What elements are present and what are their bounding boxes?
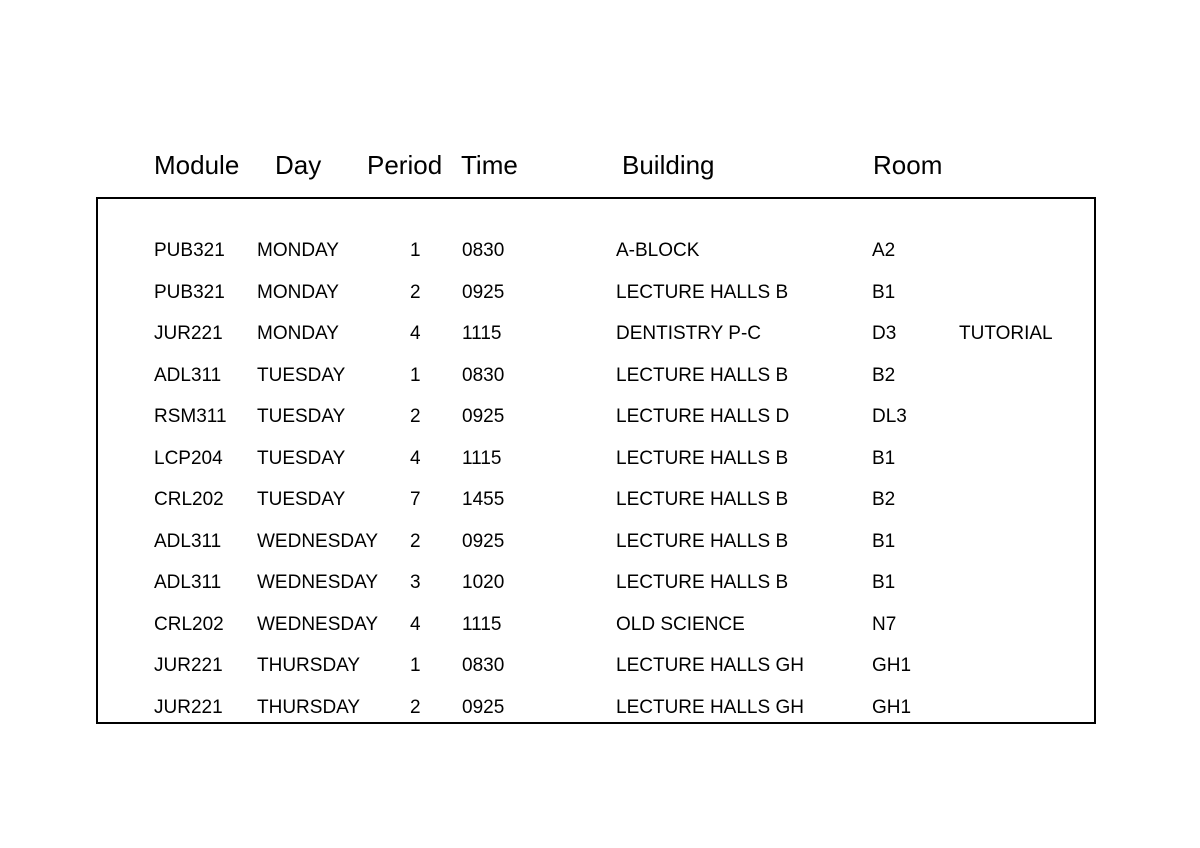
table-row (0, 651, 1200, 681)
cell-time: 1115 (462, 613, 502, 635)
cell-time: 0830 (462, 364, 505, 386)
table-row (0, 444, 1200, 474)
cell-day: THURSDAY (257, 655, 361, 676)
cell-module: JUR221 (154, 655, 223, 676)
cell-time: 1115 (462, 447, 502, 469)
cell-room: B2 (872, 364, 896, 386)
cell-building: DENTISTRY P-C (616, 323, 761, 344)
table-row (0, 361, 1200, 391)
cell-day: TUESDAY (257, 364, 346, 386)
cell-module: JUR221 (154, 323, 223, 344)
header-room: Room (873, 150, 943, 180)
cell-room: GH1 (872, 655, 912, 676)
cell-module: ADL311 (154, 572, 222, 593)
cell-room: A2 (872, 240, 896, 261)
cell-room: B1 (872, 281, 896, 303)
cell-day: WEDNESDAY (257, 572, 379, 593)
cell-building: LECTURE HALLS GH (616, 696, 804, 718)
cell-period: 4 (410, 447, 421, 469)
header-building: Building (622, 150, 715, 180)
cell-building: LECTURE HALLS B (616, 489, 789, 510)
column-header-row (0, 147, 1200, 187)
cell-module: RSM311 (154, 406, 227, 427)
cell-time: 1455 (462, 489, 505, 510)
cell-module: ADL311 (154, 364, 222, 386)
cell-time: 0830 (462, 655, 505, 676)
cell-room: B1 (872, 447, 896, 469)
cell-period: 7 (410, 489, 421, 510)
cell-module: CRL202 (154, 613, 224, 635)
cell-module: CRL202 (154, 489, 224, 510)
cell-module: PUB321 (154, 240, 225, 261)
table-row (0, 610, 1200, 640)
cell-period: 4 (410, 613, 421, 635)
cell-room: GH1 (872, 696, 912, 718)
cell-day: MONDAY (257, 240, 339, 261)
table-row (0, 278, 1200, 308)
cell-time: 0830 (462, 240, 505, 261)
header-module: Module (154, 150, 240, 180)
cell-module: PUB321 (154, 281, 225, 303)
cell-room: B1 (872, 572, 896, 593)
cell-room: B2 (872, 489, 896, 510)
table-row (0, 485, 1200, 515)
cell-building: LECTURE HALLS B (616, 364, 789, 386)
table-row (0, 527, 1200, 557)
cell-room: N7 (872, 613, 897, 635)
cell-building: LECTURE HALLS B (616, 281, 789, 303)
cell-day: TUESDAY (257, 447, 346, 469)
cell-time: 0925 (462, 696, 505, 718)
cell-building: A-BLOCK (616, 240, 700, 261)
cell-day: THURSDAY (257, 696, 361, 718)
cell-day: WEDNESDAY (257, 613, 379, 635)
cell-building: LECTURE HALLS D (616, 406, 790, 427)
cell-period: 4 (410, 323, 421, 344)
cell-time: 1115 (462, 323, 502, 344)
header-period: Period (367, 150, 443, 180)
cell-time: 0925 (462, 530, 505, 552)
cell-period: 2 (410, 530, 421, 552)
cell-period: 1 (410, 364, 421, 386)
table-row (0, 236, 1200, 266)
cell-period: 3 (410, 572, 421, 593)
table-row (0, 402, 1200, 432)
cell-day: MONDAY (257, 281, 339, 303)
cell-period: 2 (410, 281, 421, 303)
cell-note: TUTORIAL (959, 323, 1053, 344)
cell-time: 1020 (462, 572, 505, 593)
header-time: Time (461, 150, 518, 180)
cell-day: WEDNESDAY (257, 530, 379, 552)
cell-room: B1 (872, 530, 896, 552)
header-day: Day (275, 150, 322, 180)
cell-building: LECTURE HALLS GH (616, 655, 804, 676)
cell-day: MONDAY (257, 323, 339, 344)
table-row (0, 319, 1200, 349)
cell-period: 2 (410, 406, 421, 427)
cell-time: 0925 (462, 406, 505, 427)
cell-module: JUR221 (154, 696, 223, 718)
cell-room: DL3 (872, 406, 907, 427)
table-row (0, 693, 1200, 723)
cell-day: TUESDAY (257, 406, 346, 427)
cell-period: 2 (410, 696, 421, 718)
cell-room: D3 (872, 323, 897, 344)
cell-period: 1 (410, 240, 421, 261)
cell-building: LECTURE HALLS B (616, 572, 789, 593)
cell-day: TUESDAY (257, 489, 346, 510)
cell-module: ADL311 (154, 530, 222, 552)
table-row (0, 568, 1200, 598)
cell-building: LECTURE HALLS B (616, 530, 789, 552)
cell-building: LECTURE HALLS B (616, 447, 789, 469)
cell-period: 1 (410, 655, 421, 676)
cell-building: OLD SCIENCE (616, 613, 745, 635)
cell-module: LCP204 (154, 447, 223, 469)
cell-time: 0925 (462, 281, 505, 303)
